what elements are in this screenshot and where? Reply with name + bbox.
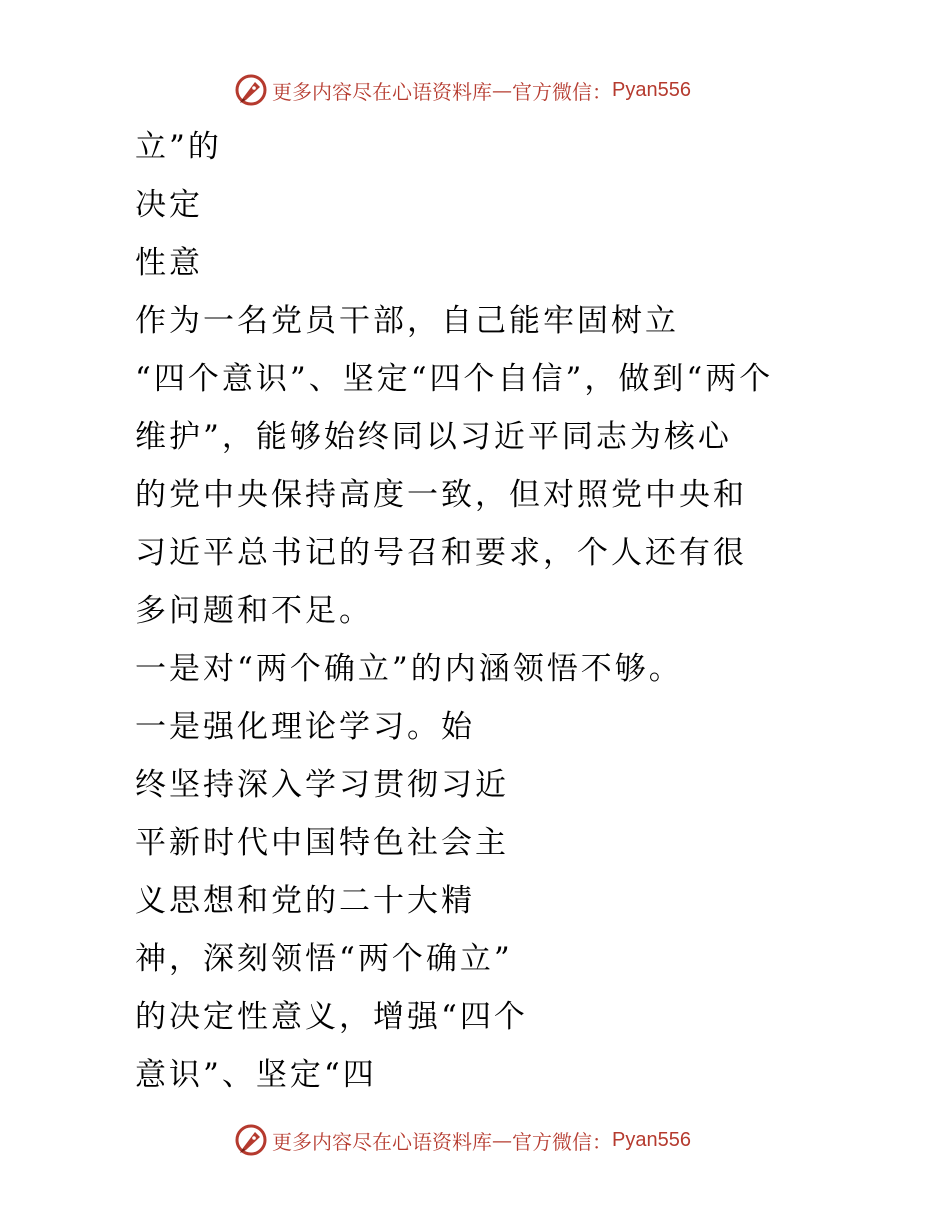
header-wechat-label: 官方微信： — [512, 79, 612, 104]
document-body — [135, 118, 895, 1104]
body-line: 平新时代中国特色社会主 — [135, 825, 509, 861]
footer-separator: — — [492, 1128, 512, 1152]
body-line: 终坚持深入学习贯彻习近 — [135, 767, 509, 803]
header-banner — [234, 70, 691, 110]
body-line: 的决定性意义，增强“四个 — [135, 999, 528, 1035]
body-line: 一是对“两个确立”的内涵领悟不够。 — [135, 651, 683, 687]
body-line: “四个意识”、坚定“四个自信”，做到“两个 — [135, 361, 774, 397]
body-line: 作为一名党员干部，自己能牢固树立 — [135, 303, 679, 339]
body-line: 维护”，能够始终同以习近平同志为核心 — [135, 419, 732, 455]
body-line: 意识”、坚定“四 — [135, 1057, 377, 1093]
footer-wechat-id: Pyan556 — [612, 1128, 691, 1151]
header-site-text: 更多内容尽在心语资料库 — [272, 79, 492, 104]
body-line: 义思想和党的二十大精 — [135, 883, 475, 919]
body-line: 多问题和不足。 — [135, 593, 373, 629]
body-line: 决定 — [135, 187, 203, 223]
body-line: 一是强化理论学习。始 — [135, 709, 475, 745]
footer-site-text: 更多内容尽在心语资料库 — [272, 1129, 492, 1154]
body-line: 神，深刻领悟“两个确立” — [135, 941, 513, 977]
pen-nib-logo-icon — [234, 1123, 268, 1157]
footer-wechat-label: 官方微信： — [512, 1129, 612, 1154]
footer-banner — [234, 1120, 691, 1160]
body-line: 的党中央保持高度一致，但对照党中央和 — [135, 477, 747, 513]
header-wechat-id: Pyan556 — [612, 78, 691, 101]
body-line: 性意 — [135, 245, 203, 281]
pen-nib-logo-icon — [234, 73, 268, 107]
body-line: 立”的 — [135, 129, 222, 165]
body-line: 习近平总书记的号召和要求，个人还有很 — [135, 535, 747, 571]
header-separator: — — [492, 78, 512, 102]
